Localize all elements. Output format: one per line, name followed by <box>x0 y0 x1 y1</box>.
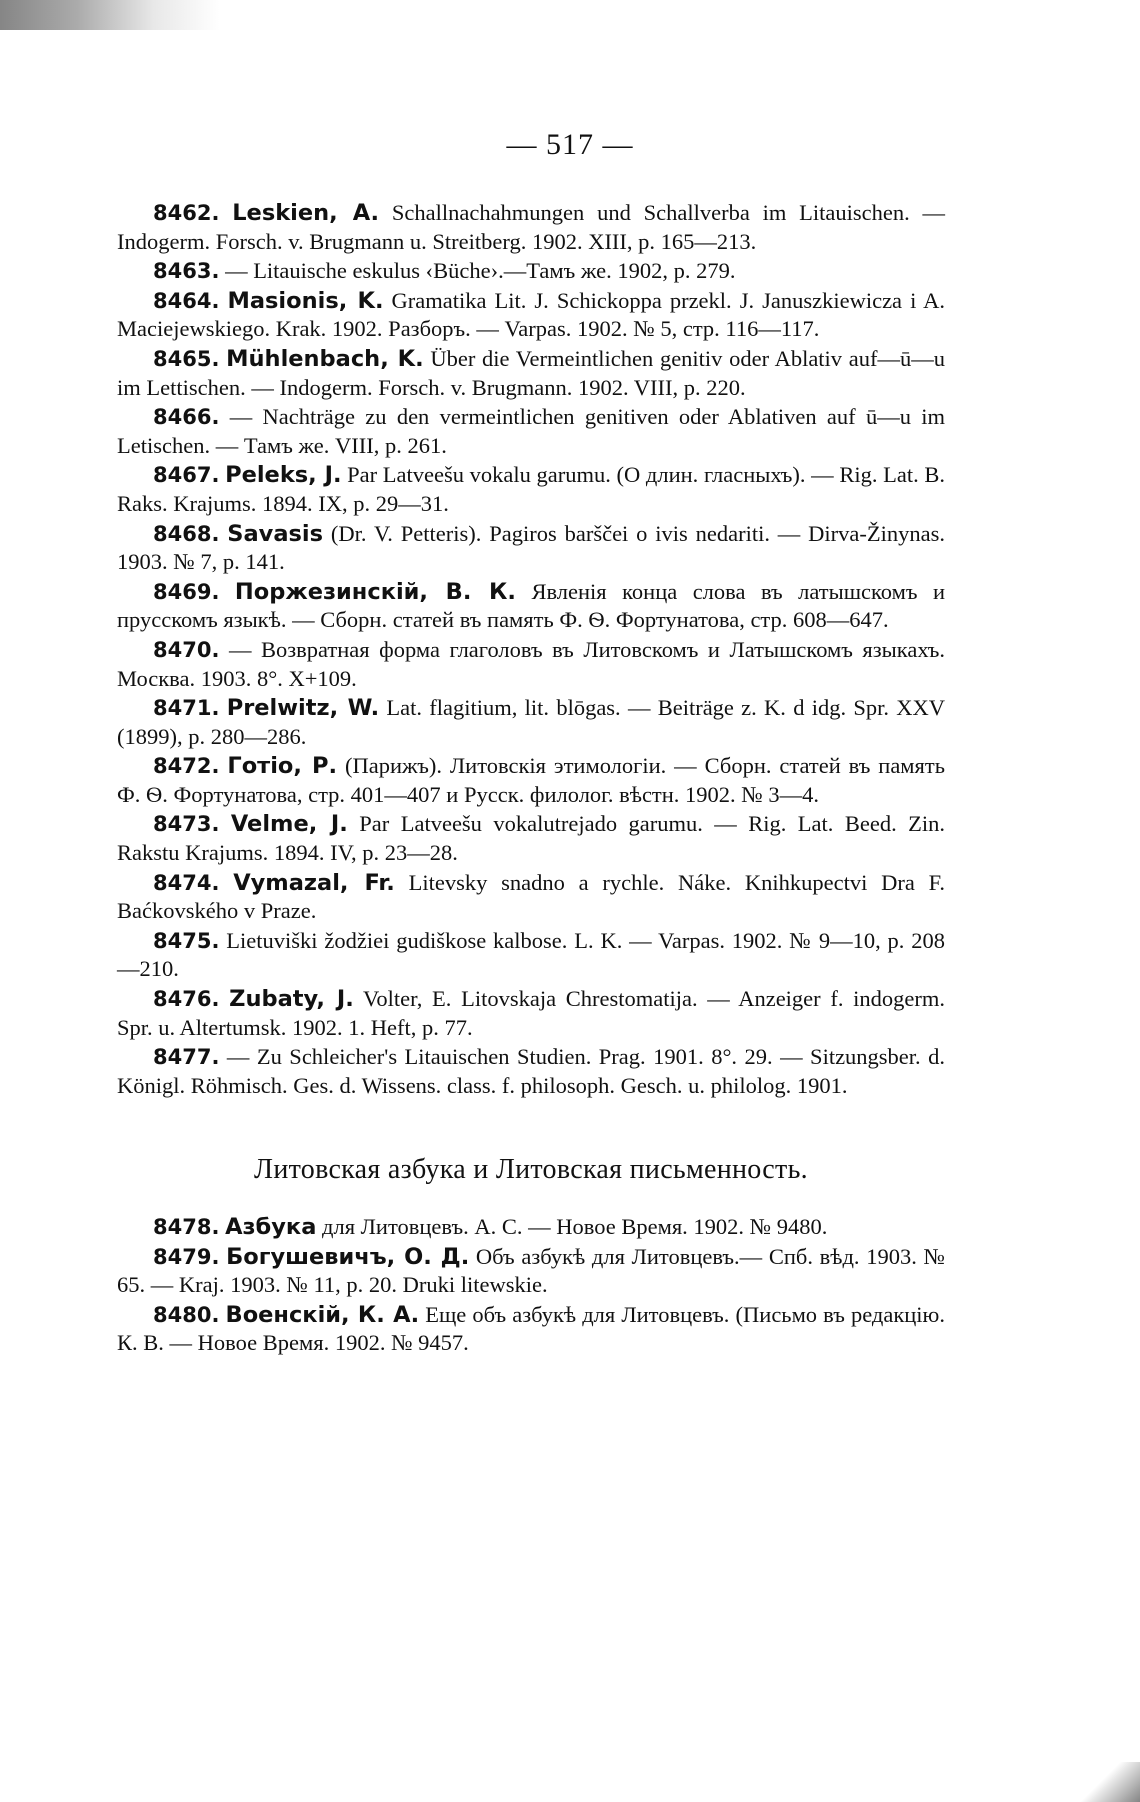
entry-text: Par Latveešu vokalutrejado garumu. — Rig. Lat. Beed. Zin. Rakstu Krajums. 1894. IV, p. 23—28. <box>117 811 946 866</box>
entry-number: 8474. <box>153 870 220 895</box>
entry-author: Leskien, A. <box>232 200 380 226</box>
entry-text: Volter, E. Litovskaja Chrestomatija. — Anzeiger f. indogerm. Spr. u. Altertumsk. 1902. 1. Heft, p. 77. <box>117 986 945 1040</box>
entry-number: 8467. <box>153 463 220 488</box>
entry-number: 8476. <box>153 987 220 1012</box>
entry-number: 8462. <box>153 201 220 225</box>
entry-text: Gramatika Lit. J. Schickoppa przekl. J. Januszkiewicza i A. Maciejewskiego. Krak. 1902. Разборъ. — Varpas. 1902. № 5, стр. 116—117. <box>117 287 945 342</box>
entry-number: 8470. <box>153 637 220 662</box>
entry-author: Zubaty, J. <box>229 986 354 1013</box>
page-number: — 517 — <box>506 128 634 161</box>
entry-author: Velme, J. <box>230 811 348 838</box>
entry-number: 8472. <box>153 754 220 779</box>
entry-number: 8477. <box>153 1045 220 1070</box>
bibliography-entry <box>117 520 945 577</box>
entry-text: Über die Vermeintlichen genitiv oder Ablativ auf—ū—u im Lettischen. — Indogerm. Forsch. v. Brugmann. 1902. VIII, p. 220. <box>117 345 945 400</box>
bibliography-entry <box>117 810 945 867</box>
bibliography-entry <box>117 636 945 693</box>
entry-text: — Litauische eskulus ‹Büche›.—Тамъ же. 1902, p. 279. <box>225 258 736 284</box>
entry-number: 8478. <box>153 1215 220 1239</box>
entry-author: Vymazal, Fr. <box>233 869 395 896</box>
entry-author: Masionis, K. <box>227 287 384 314</box>
bibliography-entry <box>117 403 945 460</box>
bibliography-entry <box>117 578 945 635</box>
scan-smudge-bottom-right <box>1080 1762 1140 1802</box>
entry-text: — Nachträge zu den vermeintlichen genitiven oder Ablativen auf ū—u im Letischen. — Тамъ же. VIII, p. 261. <box>117 404 946 458</box>
entry-text: Litevsky snadno a rychle. Náke. Knihkupectvi Dra F. Baćkovského v Praze. <box>117 869 946 924</box>
entry-text: (Dr. V. Petteris). Pagiros barščei o ivis nedariti. — Dirva-Žinynas. 1903. № 7, p. 141. <box>117 520 945 575</box>
entry-text: — Возвратная форма глаголовъ въ Литовскомъ и Латышскомъ языкахъ. Москва. 1903. 8°. X+109. <box>117 636 945 691</box>
bibliography-entry <box>117 257 945 286</box>
entry-number: 8475. <box>153 928 220 953</box>
entry-number: 8479. <box>153 1244 220 1269</box>
entry-author: Военскій, К. А. <box>225 1301 420 1328</box>
bibliography-entry <box>117 752 945 809</box>
entry-number: 8465. <box>153 346 220 371</box>
entry-number: 8463. <box>153 259 220 284</box>
entry-number: 8468. <box>153 521 220 546</box>
entry-author: Mühlenbach, K. <box>226 345 424 372</box>
bibliography-entry <box>117 1243 945 1300</box>
bibliography-entry <box>117 199 945 256</box>
entry-author: Готіо, Р. <box>227 753 338 780</box>
entry-author: Азбука <box>225 1214 317 1240</box>
entry-number: 8473. <box>153 812 220 837</box>
entry-author: Поржезинскій, В. К. <box>234 578 516 605</box>
bibliography-entry <box>117 287 945 344</box>
entry-author: Savasis <box>227 520 324 547</box>
entry-text: Явленія конца слова въ латышскомъ и прусскомъ языкѣ. — Сборн. статей въ память Ф. Ѳ. Фортунатова, стр. 608—647. <box>117 578 945 633</box>
entry-text: для Литовцевъ. А. С. — Новое Время. 1902. № 9480. <box>316 1214 828 1239</box>
bibliography-entry <box>117 985 945 1042</box>
entry-text: Объ азбукѣ для Литовцевъ.— Спб. вѣд. 1903. № 65. — Kraj. 1903. № 11, p. 20. Druki litewskie. <box>117 1243 945 1298</box>
bibliography-entry <box>117 1043 945 1100</box>
entry-author: Prelwitz, W. <box>226 695 380 722</box>
entry-text: Lat. flagitium, lit. blōgas. — Beiträge z. K. d idg. Spr. XXV (1899), p. 280—286. <box>117 695 945 749</box>
bibliography-entry <box>117 1213 945 1242</box>
entry-text: Еще объ азбукѣ для Литовцевъ. (Письмо въ редакцію. К. В. — Новое Время. 1902. № 9457. <box>117 1301 945 1356</box>
bibliography-entry <box>117 869 945 926</box>
scan-smudge-top-left <box>0 0 220 30</box>
bibliography-entry <box>117 345 945 402</box>
entry-number: 8466. <box>153 405 220 430</box>
entry-author: Богушевичъ, О. Д. <box>226 1243 470 1270</box>
entry-author: Peleks, J. <box>225 462 342 489</box>
bibliography-entry <box>117 1301 945 1358</box>
entry-text: (Парижъ). Литовскія этимологіи. — Сборн. статей въ память Ф. Ѳ. Фортунатова, стр. 401—407 и Русск. филолог. вѣстн. 1902. № 3—4. <box>117 753 945 807</box>
bibliography-entry <box>117 461 945 518</box>
bibliography-entry <box>117 927 945 984</box>
entry-number: 8464. <box>153 288 220 313</box>
section-entry-list <box>117 1213 945 1358</box>
bibliography-content <box>117 199 945 1359</box>
entry-text: — Zu Schleicher's Litauischen Studien. Prag. 1901. 8°. 29. — Sitzungsber. d. Königl. Röhmisch. Ges. d. Wissens. class. f. philosoph. Gesch. u. philolog. 1901. <box>117 1044 946 1098</box>
section-title: Литовская азбука и Литовская письменность. <box>254 1154 808 1186</box>
entry-number: 8480. <box>153 1302 220 1327</box>
entry-list <box>117 199 945 1100</box>
bibliography-entry <box>117 694 945 751</box>
entry-text: Lietuviški žodžiei gudiškose kalbose. L. K. — Varpas. 1902. № 9—10, p. 208—210. <box>117 927 946 982</box>
entry-text: Schallnachahmungen und Schallverba im Litauischen. — Indogerm. Forsch. v. Brugmann u. Streitberg. 1902. XIII, p. 165—213. <box>117 200 945 254</box>
entry-number: 8471. <box>153 696 220 721</box>
entry-number: 8469. <box>153 579 220 604</box>
entry-text: Par Latveešu vokalu garumu. (О длин. гласныхъ). — Rig. Lat. B. Raks. Krajums. 1894. IX, p. 29—31. <box>117 462 945 516</box>
